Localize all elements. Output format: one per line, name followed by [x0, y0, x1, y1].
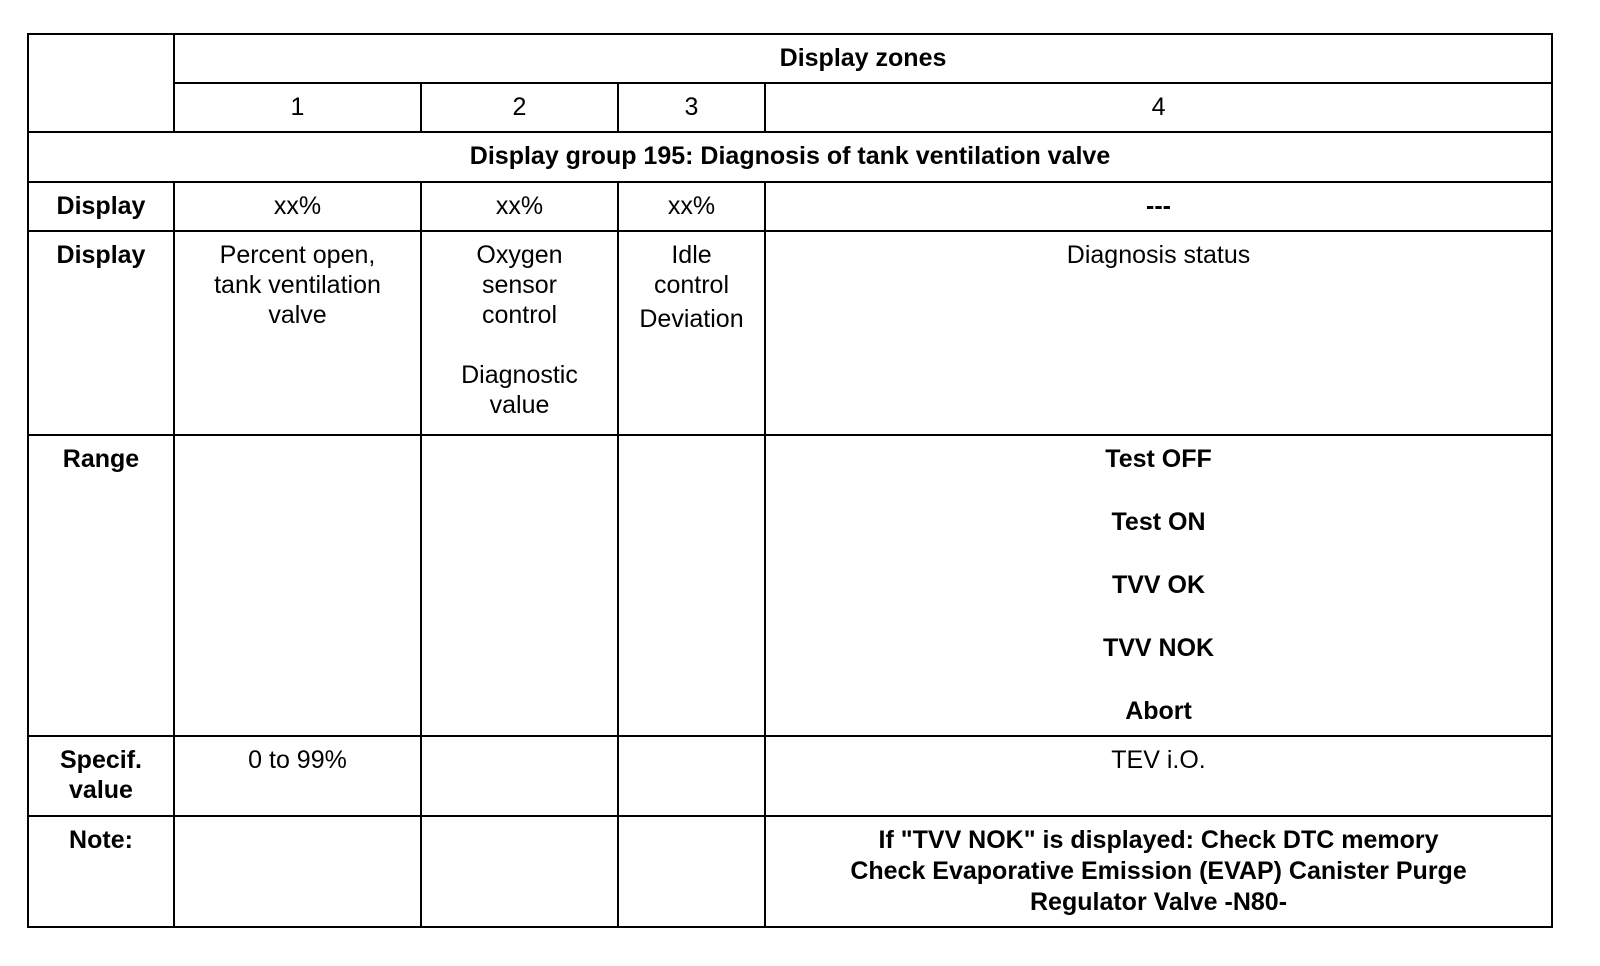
note-zone-2	[421, 816, 618, 927]
meaning-zone-3	[618, 231, 765, 435]
note-zone-1	[174, 816, 421, 927]
range-item: TVV NOK	[1102, 634, 1215, 662]
meaning-zone-1	[174, 231, 421, 435]
range-zone-4	[765, 435, 1552, 736]
meaning-zone-2-line: control	[481, 301, 558, 329]
group-title-row	[28, 132, 1552, 182]
zone-number-2: 2	[421, 83, 618, 132]
meaning-zone-1-line: valve	[268, 301, 327, 329]
row-label-display-values: Display	[28, 182, 174, 231]
meaning-zone-3-line: control	[653, 271, 730, 299]
meaning-zone-3-deviation: Deviation	[639, 305, 744, 333]
zone-number-4: 4	[765, 83, 1552, 132]
note-row	[28, 816, 1552, 927]
meaning-zone-2-line: Diagnostic	[461, 361, 578, 389]
note-line: Regulator Valve -N80-	[1030, 888, 1288, 916]
diagnosis-table	[27, 33, 1553, 928]
range-zone-1	[174, 435, 421, 736]
range-item: Abort	[1125, 697, 1192, 725]
range-item: TVV OK	[1111, 571, 1206, 599]
range-row	[28, 435, 1552, 736]
note-zone-4	[765, 816, 1552, 927]
display-value-zone-1: xx%	[174, 182, 421, 231]
meaning-zone-2-line: value	[489, 391, 550, 419]
display-value-zone-3: xx%	[618, 182, 765, 231]
row-label-display-meaning: Display	[28, 231, 174, 435]
meaning-zone-4: Diagnosis status	[765, 231, 1552, 435]
zone-number-3: 3	[618, 83, 765, 132]
header-row-zones	[28, 34, 1552, 83]
meaning-zone-2-line: Oxygen	[476, 241, 563, 269]
note-zone-3	[618, 816, 765, 927]
display-value-zone-4: ---	[765, 182, 1552, 231]
range-item: Test ON	[1111, 508, 1206, 536]
range-item: Test OFF	[1105, 445, 1212, 473]
range-zone-3	[618, 435, 765, 736]
meaning-zone-3-line: Idle	[671, 241, 712, 269]
specified-label-line: value	[69, 776, 133, 804]
range-zone-2	[421, 435, 618, 736]
header-row-zone-numbers	[28, 83, 1552, 132]
display-value-zone-2: xx%	[421, 182, 618, 231]
corner-cell	[28, 34, 174, 132]
note-line: Check Evaporative Emission (EVAP) Canister Purge	[850, 857, 1467, 885]
row-label-note: Note:	[28, 816, 174, 927]
specified-zone-3	[618, 736, 765, 816]
note-line: If "TVV NOK" is displayed: Check DTC memory	[878, 826, 1439, 854]
display-zones-header: Display zones	[174, 34, 1552, 83]
display-values-row	[28, 182, 1552, 231]
specified-zone-4: TEV i.O.	[765, 736, 1552, 816]
meaning-zone-1-line: tank ventilation	[214, 271, 381, 299]
row-label-range: Range	[28, 435, 174, 736]
specified-zone-2	[421, 736, 618, 816]
display-meaning-row	[28, 231, 1552, 435]
row-label-specified-value	[28, 736, 174, 816]
meaning-zone-2-line: sensor	[481, 271, 558, 299]
meaning-zone-2	[421, 231, 618, 435]
specified-value-row	[28, 736, 1552, 816]
specified-label-line: Specif.	[60, 746, 142, 774]
zone-number-1: 1	[174, 83, 421, 132]
specified-zone-1: 0 to 99%	[174, 736, 421, 816]
meaning-zone-1-line: Percent open,	[219, 241, 376, 269]
group-title: Display group 195: Diagnosis of tank ventilation valve	[28, 132, 1552, 182]
